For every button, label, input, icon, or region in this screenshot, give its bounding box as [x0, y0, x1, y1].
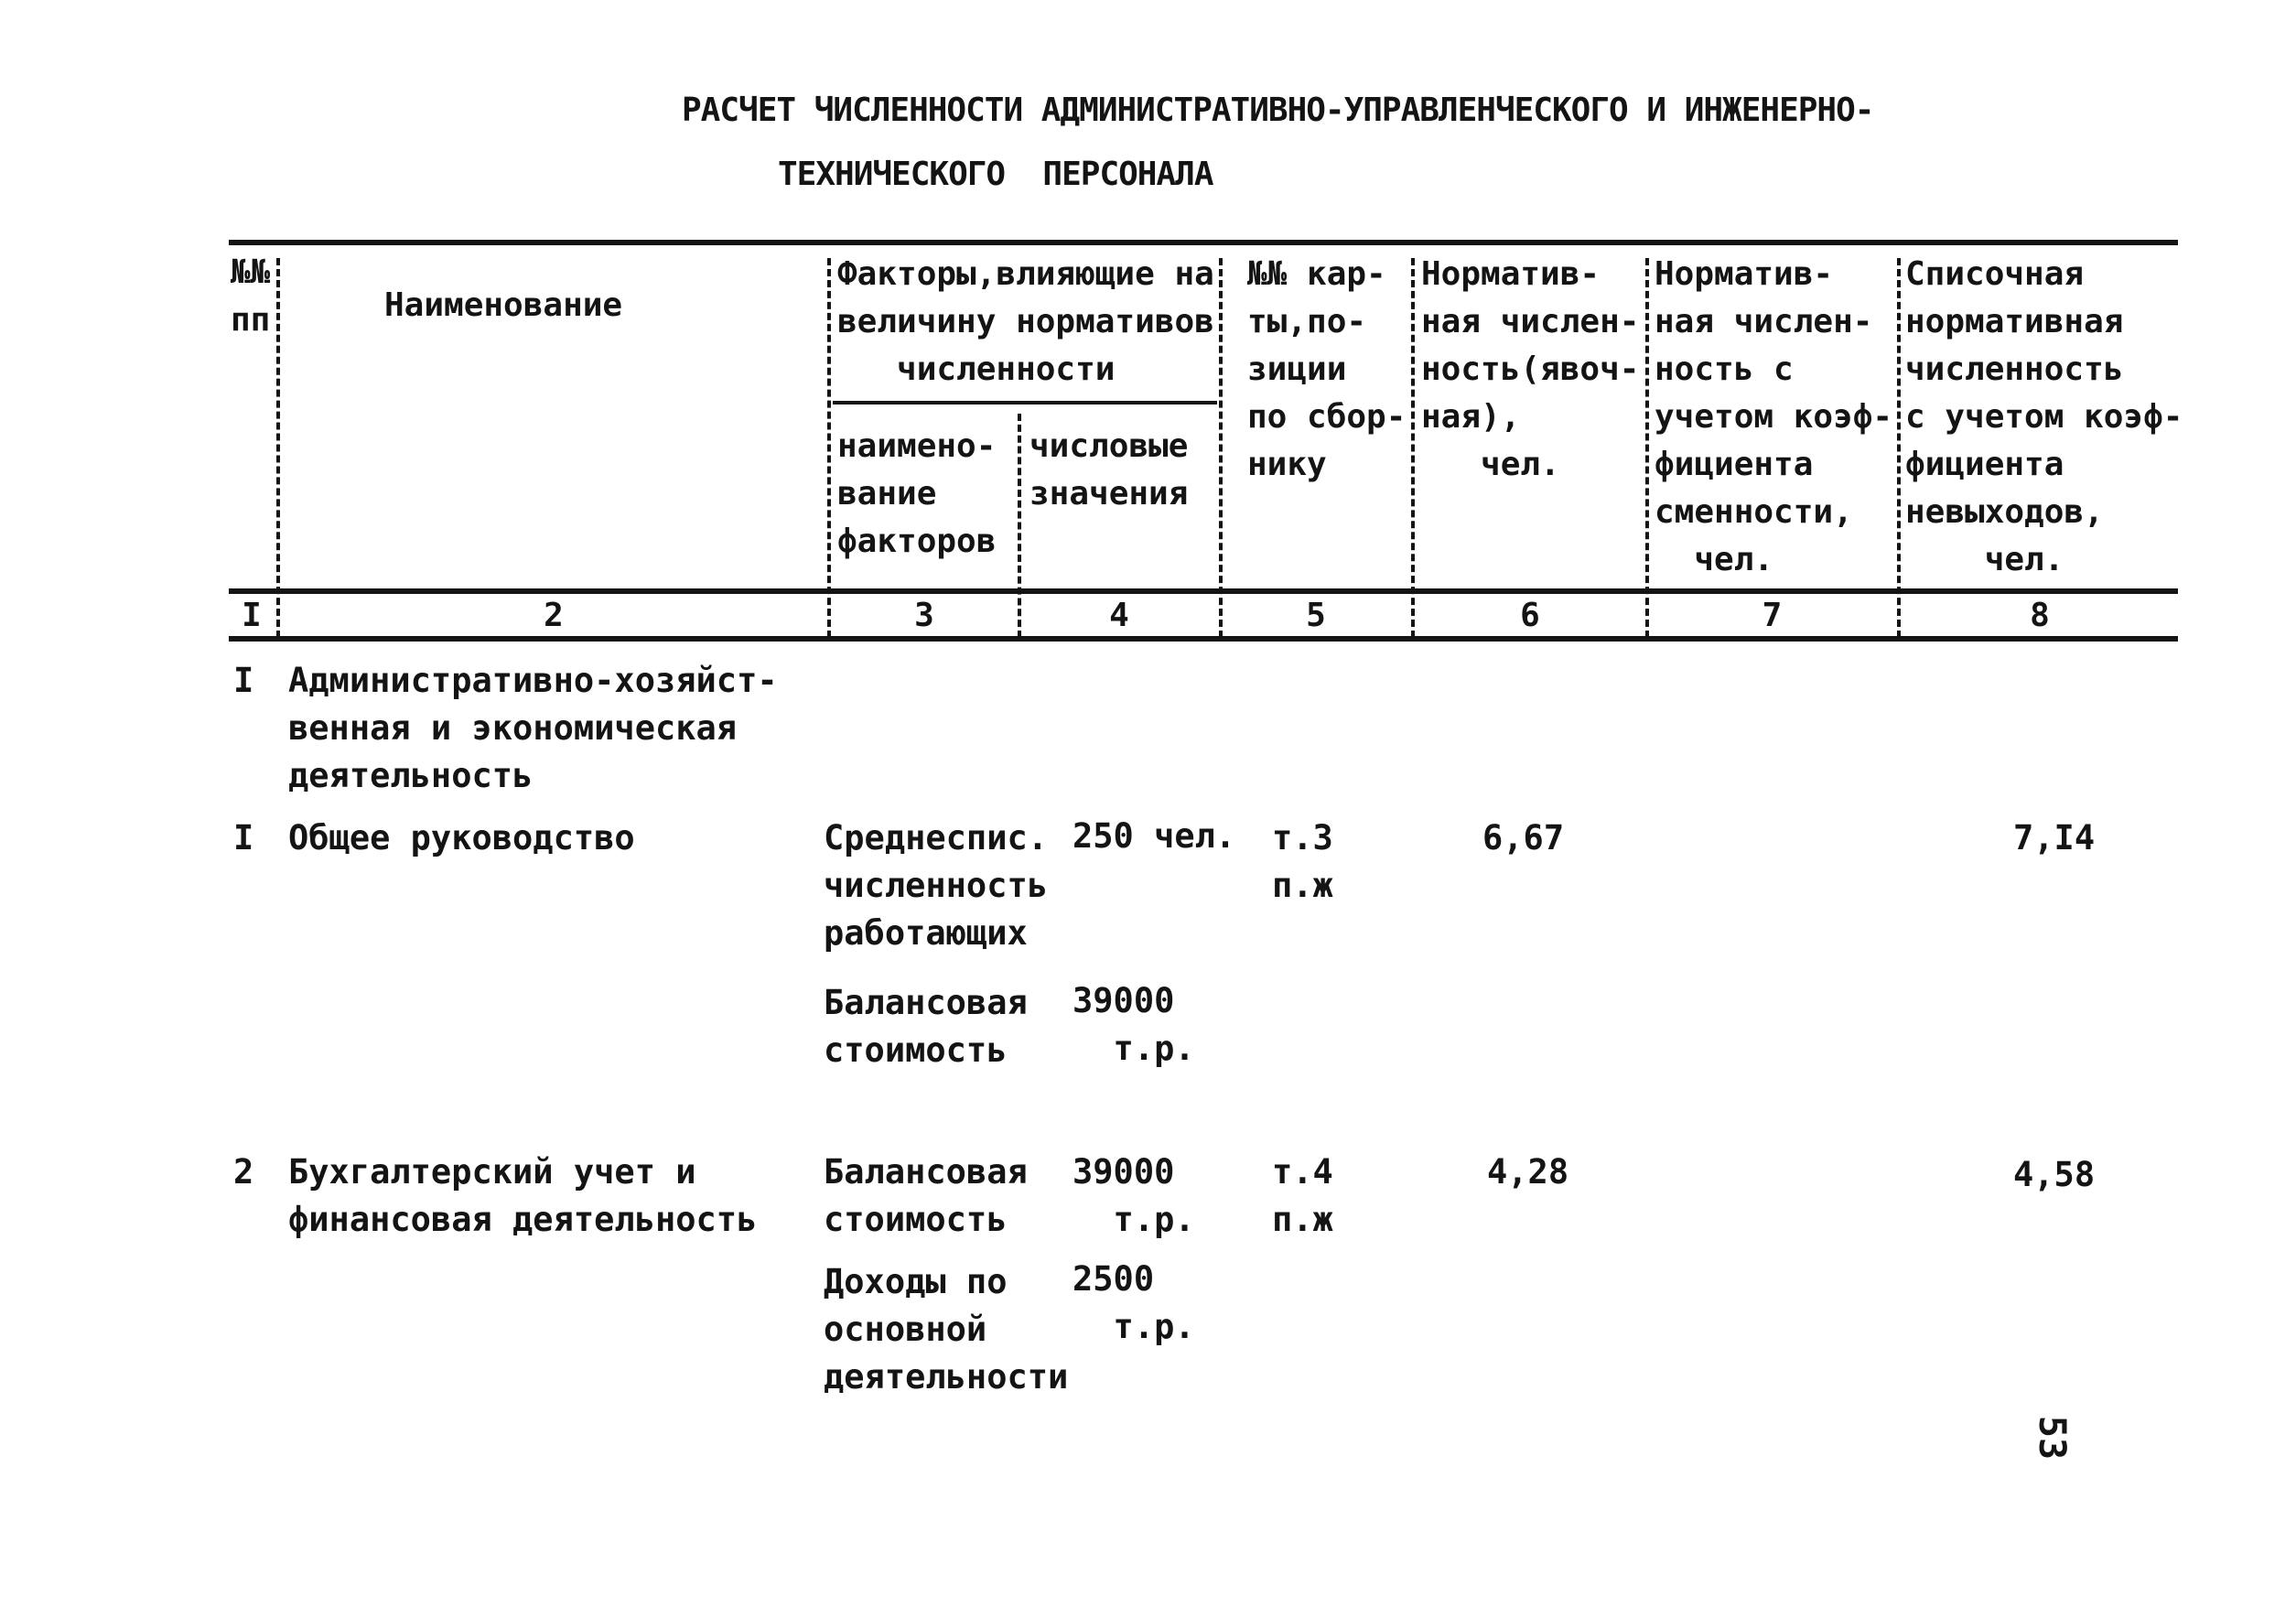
separator-col2: [827, 258, 831, 638]
factor-name: Балансовая стоимость: [824, 983, 1028, 1070]
factor-name: Среднеспис. численность работающих: [824, 818, 1049, 953]
row-name: Бухгалтерский учет и финансовая деятельность: [288, 1152, 758, 1239]
header-factors-group: Факторы,влияющие на величину нормативов численности: [837, 255, 1214, 388]
header-norm-list: Списочная нормативная численность с учетом коэф- фициента невыходов, чел.: [1905, 255, 2183, 578]
document-title-line1: РАСЧЕТ ЧИСЛЕННОСТИ АДМИНИСТРАТИВНО-УПРАВЛЕНЧЕСКОГО И ИНЖЕНЕРНО-: [682, 92, 1874, 129]
norm-attendance-value: 6,67: [1482, 818, 1565, 857]
header-norm-shift: Норматив- ная числен- ность с учетом коэф- фициента сменности, чел.: [1655, 255, 1893, 578]
separator-col7: [1897, 258, 1901, 638]
table-top-rule: [229, 240, 2178, 245]
page-number: 53: [2031, 1415, 2074, 1461]
section-name: Административно-хозяйст- венная и экономическая деятельность: [288, 661, 778, 795]
header-name: Наименование: [384, 286, 623, 324]
section-number: I: [233, 661, 254, 700]
factor-name: Балансовая стоимость: [824, 1152, 1028, 1239]
row-name: Общее руководство: [288, 818, 635, 857]
norm-list-value: 4,58: [2013, 1155, 2096, 1194]
document-title-line2: ТЕХНИЧЕСКОГО ПЕРСОНАЛА: [778, 156, 1213, 193]
header-number: №№ пп: [231, 253, 271, 339]
header-bottom-rule: [229, 588, 2178, 594]
column-number: 7: [1762, 597, 1783, 634]
card-reference: т.3 п.ж: [1272, 818, 1333, 905]
norm-attendance-value: 4,28: [1487, 1152, 1569, 1192]
row-number: 2: [233, 1152, 254, 1192]
factor-value: 2500 т.р.: [1073, 1259, 1195, 1346]
separator-col3: [1018, 414, 1021, 638]
column-number: 8: [2030, 597, 2050, 634]
factor-name: Доходы по основной деятельности: [824, 1262, 1069, 1397]
column-number: 4: [1109, 597, 1129, 634]
column-number: 5: [1306, 597, 1326, 634]
header-factor-value: числовые значения: [1029, 427, 1189, 512]
column-numbers-bottom-rule: [229, 636, 2178, 642]
column-number: 6: [1520, 597, 1540, 634]
card-reference: т.4 п.ж: [1272, 1152, 1333, 1239]
norm-list-value: 7,I4: [2013, 818, 2096, 857]
header-factor-name: наимено- вание факторов: [837, 427, 997, 560]
row-number: I: [233, 818, 254, 857]
header-norm-attendance: Норматив- ная числен- ность(явоч- ная), чел.: [1421, 255, 1640, 483]
header-card: №№ кар- ты,по- зиции по сбор- нику: [1247, 255, 1407, 483]
factor-value: 39000 т.р.: [1073, 981, 1195, 1068]
factor-value: 250 чел.: [1073, 816, 1236, 856]
column-number: 3: [914, 597, 934, 634]
separator-col1: [276, 258, 280, 638]
factor-value: 39000 т.р.: [1073, 1152, 1195, 1239]
column-number: I: [242, 597, 262, 634]
factors-subheader-rule: [833, 401, 1217, 404]
separator-col4: [1219, 258, 1223, 638]
column-number: 2: [544, 597, 564, 634]
separator-col6: [1645, 258, 1649, 638]
separator-col5: [1411, 258, 1415, 638]
